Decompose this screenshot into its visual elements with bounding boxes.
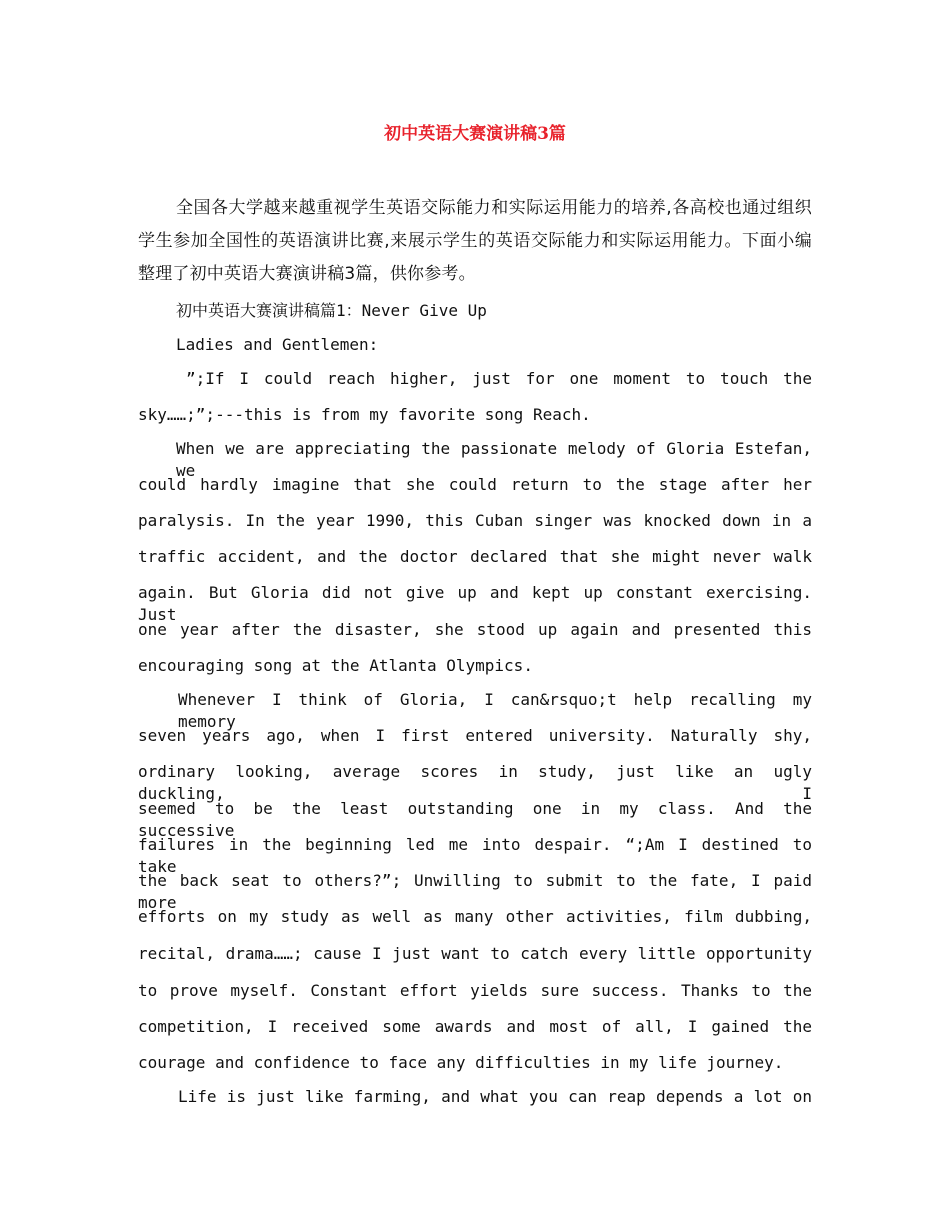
speech-heading: 初中英语大赛演讲稿篇1：Never Give Up [176, 301, 487, 320]
text-line: Life is just like farming, and what you can reap depends a lot on [178, 1087, 812, 1106]
text-line: failures in the beginning led me into despair. “;Am I destined to take [138, 835, 812, 876]
text-line: When we are appreciating the passionate melody of Gloria Estefan, we [176, 439, 812, 480]
text-line: paralysis. In the year 1990, this Cuban singer was knocked down in a [138, 511, 812, 530]
text-line: ordinary looking, average scores in study, just like an ugly duckling, I [138, 762, 812, 803]
intro-paragraph: 全国各大学越来越重视学生英语交际能力和实际运用能力的培养,各高校也通过组织学生参加全国性的英语演讲比赛,来展示学生的英语交际能力和实际运用能力。下面小编整理了初中英语大赛演讲稿3篇，供你参考。 [138, 198, 812, 284]
text-line: recital, drama……; cause I just want to catch every little opportunity [138, 944, 812, 963]
text-line: traffic accident, and the doctor declared that she might never walk [138, 547, 812, 566]
text-line: seemed to be the least outstanding one in my class. And the successive [138, 799, 812, 840]
text-line: to prove myself. Constant effort yields sure success. Thanks to the [138, 981, 812, 1000]
text-line: Whenever I think of Gloria, I can&rsquo;t help recalling my memory [178, 690, 812, 731]
text-line: seven years ago, when I first entered university. Naturally shy, [138, 726, 812, 745]
text-line: encouraging song at the Atlanta Olympics. [138, 656, 533, 675]
text-line: the back seat to others?”; Unwilling to submit to the fate, I paid more [138, 871, 812, 912]
text-line: courage and confidence to face any difficulties in my life journey. [138, 1053, 784, 1072]
text-line: efforts on my study as well as many other activities, film dubbing, [138, 907, 812, 926]
text-line: could hardly imagine that she could return to the stage after her [138, 475, 812, 494]
text-line: sky……;”;---this is from my favorite song Reach. [138, 405, 591, 424]
text-line: again. But Gloria did not give up and kept up constant exercising. Just [138, 583, 812, 624]
page-title: 初中英语大赛演讲稿3篇 [384, 124, 566, 144]
text-line: competition, I received some awards and most of all, I gained the [138, 1017, 812, 1036]
document-page [138, 0, 812, 1230]
salutation: Ladies and Gentlemen: [176, 335, 379, 354]
text-line: one year after the disaster, she stood up again and presented this [138, 620, 812, 639]
text-line: ”;If I could reach higher, just for one moment to touch the [186, 369, 812, 388]
